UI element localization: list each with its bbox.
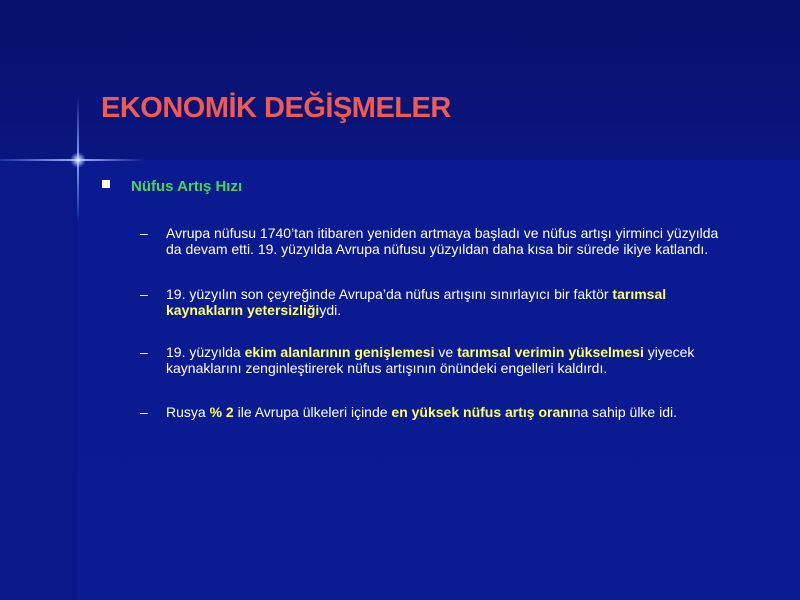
- list-item-text-part: na sahip ülke idi.: [572, 404, 678, 420]
- list-item-line: Avrupa nüfusu 1740’tan itibaren yeniden artmaya başladı ve nüfus artışı yirminci yüzyılda: [166, 225, 719, 241]
- highlight-text: ekim alanlarının genişlemesi: [244, 344, 435, 360]
- square-bullet-icon: [102, 180, 110, 188]
- highlight-text: % 2: [209, 404, 234, 420]
- highlight-text: tarımsal: [612, 286, 667, 302]
- list-item-text: [166, 344, 760, 376]
- list-item-text-part: ve: [434, 344, 458, 360]
- left-panel: [0, 160, 78, 600]
- dash-bullet: –: [140, 404, 148, 420]
- list-item-text: [166, 225, 760, 257]
- highlight-text: tarımsal verimin yükselmesi: [457, 344, 644, 360]
- list-item-text-part: yiyecek: [643, 344, 695, 360]
- dash-bullet: –: [140, 344, 148, 360]
- title-band: [0, 0, 800, 160]
- list-item-text-part: 19. yüzyılın son çeyreğinde Avrupa’da nüfus artışını sınırlayıcı bir faktör: [166, 286, 613, 302]
- list-item-line: da devam etti. 19. yüzyılda Avrupa nüfusu yüzyıldan daha kısa bir sürede ikiye katlandı.: [166, 241, 709, 257]
- dash-bullet: –: [140, 225, 148, 241]
- dash-bullet: –: [140, 286, 148, 302]
- list-item-text: [166, 286, 760, 318]
- list-item: [140, 286, 760, 320]
- list-item: [140, 225, 760, 259]
- list-item-text: [166, 404, 760, 420]
- slide-title: EKONOMİK DEĞİŞMELER: [101, 92, 451, 124]
- list-item-text-part: ydi.: [319, 302, 342, 318]
- list-item: [140, 344, 760, 378]
- highlight-text: en yüksek nüfus artış oranı: [391, 404, 573, 420]
- section-heading: Nüfus Artış Hızı: [131, 178, 243, 195]
- list-item-line: kaynaklarını zenginleştirerek nüfus artışının önündeki engelleri kaldırdı.: [166, 360, 608, 376]
- list-item-text-part: 19. yüzyılda: [166, 344, 245, 360]
- sparkle-icon: [70, 152, 86, 168]
- highlight-text: kaynakların yetersizliği: [166, 302, 320, 318]
- list-item-text-part: ile Avrupa ülkeleri içinde: [233, 404, 392, 420]
- list-item: [140, 404, 760, 422]
- list-item-text-part: Rusya: [166, 404, 210, 420]
